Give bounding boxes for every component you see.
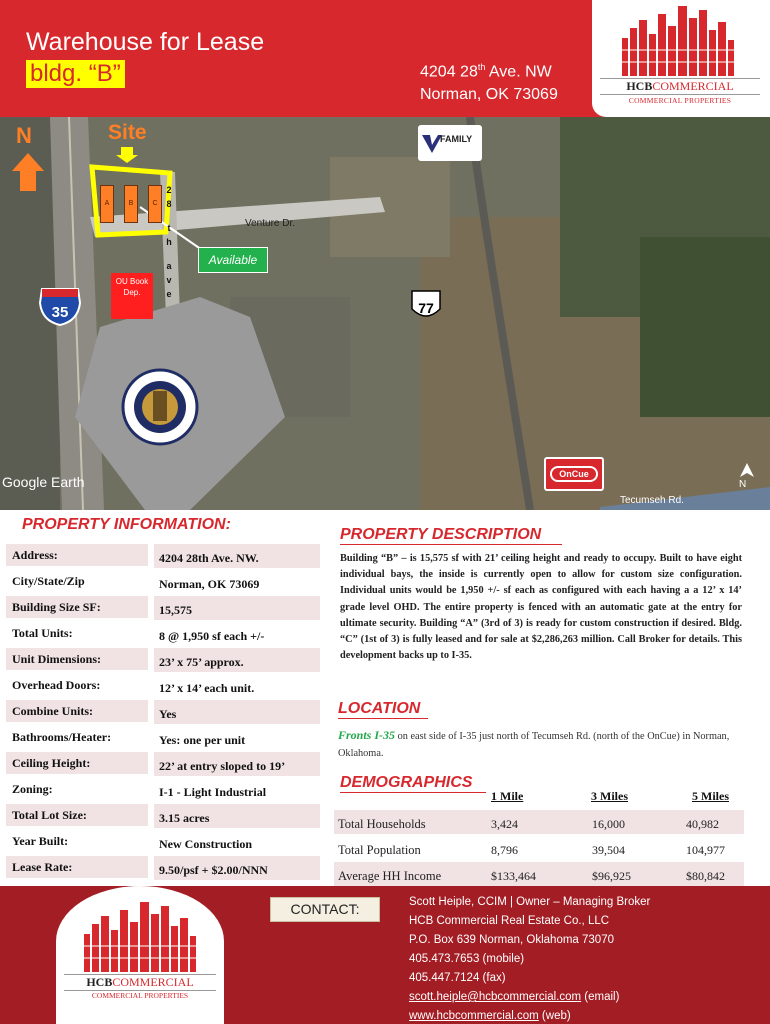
compass-n-label: N <box>739 479 747 490</box>
demographics-label: Average HH Income <box>338 869 442 883</box>
demographics-value: 39,504 <box>592 843 625 857</box>
property-info-label: Address: <box>6 544 148 566</box>
footer-skyline-logo-icon <box>56 886 224 976</box>
property-info-value: 8 @ 1,950 sf each +/- <box>159 629 265 643</box>
property-info-value: Norman, OK 73069 <box>159 577 260 591</box>
property-info-label: Ceiling Height: <box>6 752 148 774</box>
aerial-map <box>0 117 770 510</box>
property-info-value: I-1 - Light Industrial <box>159 785 267 799</box>
skyline-logo-icon <box>592 0 770 80</box>
victory-family-church-logo: FAMILY <box>418 125 482 161</box>
army-national-guard-seal-icon <box>123 370 197 444</box>
property-info-label: Zoning: <box>12 782 53 796</box>
contact-line: 405.447.7124 (fax) <box>409 972 506 984</box>
contact-line: HCB Commercial Real Estate Co., LLC <box>409 915 610 927</box>
demographics-row <box>334 836 744 860</box>
property-info-row <box>6 544 321 570</box>
demographics-label: Total Population <box>338 843 421 857</box>
property-info-value: 23’ x 75’ approx. <box>154 648 320 672</box>
demographics-title: DEMOGRAPHICS <box>340 774 486 793</box>
building-b: B <box>124 185 138 223</box>
property-info-label: Overhead Doors: <box>12 678 101 692</box>
demographics-value: $96,925 <box>592 869 631 883</box>
venture-dr-label: Venture Dr. <box>245 218 296 229</box>
property-info-value: 4204 28th Ave. NW. <box>154 544 320 568</box>
property-description-text: Building “B” – is 15,575 sf with 21’ ceiling height and ready to occupy. Built to have eight individual bays, the inside is currently open to allow for custom size configuration. Individual units would be 1,950 +/- sf each as configured with each having a a 12’ x 14’ grade level OHD. The entire property is fenced with an automatic gate at the entry for ultimate security. Building “A” (3rd of 3) is ready for custom construction if desired. Bldg. “C” (1st of 3) is fully leased and for sale at $2,286,263 million. Call Broker for details. This development backs up to I-35. <box>340 553 742 662</box>
web-suffix: (web) <box>538 1010 571 1022</box>
demographics-value: 8,796 <box>491 843 518 857</box>
contact-line: P.O. Box 639 Norman, Oklahoma 73070 <box>409 934 614 946</box>
tecumseh-rd-label: Tecumseh Rd. <box>620 495 684 506</box>
header-address: 4204 28th Ave. NW Norman, OK 73069 <box>420 62 558 104</box>
email-link[interactable]: scott.heiple@hcbcommercial.com <box>409 991 582 1003</box>
property-info-row <box>6 752 321 778</box>
contact-line: Scott Heiple, CCIM | Owner – Managing Broker <box>409 896 651 908</box>
location-title: LOCATION <box>338 700 428 719</box>
demographics-value: 104,977 <box>686 843 725 857</box>
logo-tagline: COMMERCIAL PROPERTIES <box>628 96 732 105</box>
site-label: Site <box>108 121 147 144</box>
page-subtitle: bldg. “B” <box>26 60 125 88</box>
property-info-row <box>6 570 321 596</box>
demographics-value: 16,000 <box>592 817 625 831</box>
property-info-row <box>6 700 321 726</box>
property-info-value: 15,575 <box>154 596 320 620</box>
28th-ave-label: 2 8 t h a v e <box>166 185 172 299</box>
demographics-label: Total Households <box>338 817 426 831</box>
demographics-value: $133,464 <box>491 869 536 883</box>
contact-details <box>409 893 650 1024</box>
svg-text:35: 35 <box>51 304 69 321</box>
demographics-value: 3,424 <box>491 817 518 831</box>
demographics-row <box>334 862 744 886</box>
logo-name: HCBCOMMERCIAL <box>600 78 760 95</box>
property-info-label: Bathrooms/Heater: <box>12 730 112 744</box>
ou-book-dep-label: OU Book Dep. <box>111 273 153 319</box>
demographics-row <box>334 810 744 834</box>
svg-text:77: 77 <box>418 300 434 316</box>
footer-logo-name: HCBCOMMERCIAL <box>64 974 216 991</box>
property-info-label: Year Built: <box>12 834 69 848</box>
property-info-value: 12’ x 14’ each unit. <box>159 681 255 695</box>
property-info-label: Lease Rate: <box>6 856 148 878</box>
footer-logo-tagline: COMMERCIAL PROPERTIES <box>91 991 189 1000</box>
property-info-label: City/State/Zip <box>12 574 85 588</box>
church-v-icon <box>422 133 442 153</box>
building-a: A <box>100 185 114 223</box>
company-logo <box>592 0 770 117</box>
property-info-row <box>6 622 321 648</box>
contact-line: 405.473.7653 (mobile) <box>409 953 525 965</box>
north-label: N <box>16 123 32 148</box>
demographics-value: 40,982 <box>686 817 719 831</box>
property-info-row <box>6 648 321 674</box>
property-description-title: PROPERTY DESCRIPTION <box>340 526 562 545</box>
building-c: C <box>148 185 162 223</box>
email-suffix: (email) <box>581 991 620 1003</box>
property-info-value: 9.50/psf + $2.00/NNN <box>154 856 320 880</box>
demo-header-1mile: 1 Mile <box>491 789 524 803</box>
property-info-row <box>6 778 321 804</box>
property-info-row <box>6 596 321 622</box>
property-info-table <box>6 544 321 882</box>
property-info-row <box>6 830 321 856</box>
demo-header-5miles: 5 Miles <box>692 789 729 803</box>
property-info-value: New Construction <box>159 837 252 851</box>
us77-shield-icon <box>412 291 440 316</box>
page-title: Warehouse for Lease <box>26 28 265 56</box>
property-info-label: Total Lot Size: <box>6 804 148 826</box>
available-badge: Available <box>198 247 268 273</box>
property-info-row <box>6 674 321 700</box>
property-info-label: Building Size SF: <box>6 596 148 618</box>
property-info-label: Unit Dimensions: <box>6 648 148 670</box>
property-info-value: 22’ at entry sloped to 19’ <box>154 752 320 776</box>
demo-header-3miles: 3 Miles <box>591 789 628 803</box>
property-info-title: PROPERTY INFORMATION: <box>22 516 231 533</box>
property-info-row <box>6 726 321 752</box>
property-info-row <box>6 804 321 830</box>
demographics-value: $80,842 <box>686 869 725 883</box>
property-info-row <box>6 856 321 882</box>
website-link[interactable]: www.hcbcommercial.com <box>409 1010 539 1022</box>
location-text: Fronts I-35 on east side of I-35 just north of Tecumseh Rd. (north of the OnCue) in Norman, Oklahoma. <box>338 728 730 759</box>
compass-arrow-icon <box>740 463 754 477</box>
oncue-logo: OnCue <box>544 457 604 491</box>
google-earth-watermark: Google Earth <box>2 474 85 490</box>
property-info-label: Total Units: <box>12 626 73 640</box>
property-info-label: Combine Units: <box>6 700 148 722</box>
contact-label: CONTACT: <box>270 897 380 922</box>
property-info-value: 3.15 acres <box>154 804 320 828</box>
property-info-value: Yes <box>154 700 320 724</box>
property-info-value: Yes: one per unit <box>159 733 246 747</box>
footer-company-logo <box>56 886 224 1024</box>
